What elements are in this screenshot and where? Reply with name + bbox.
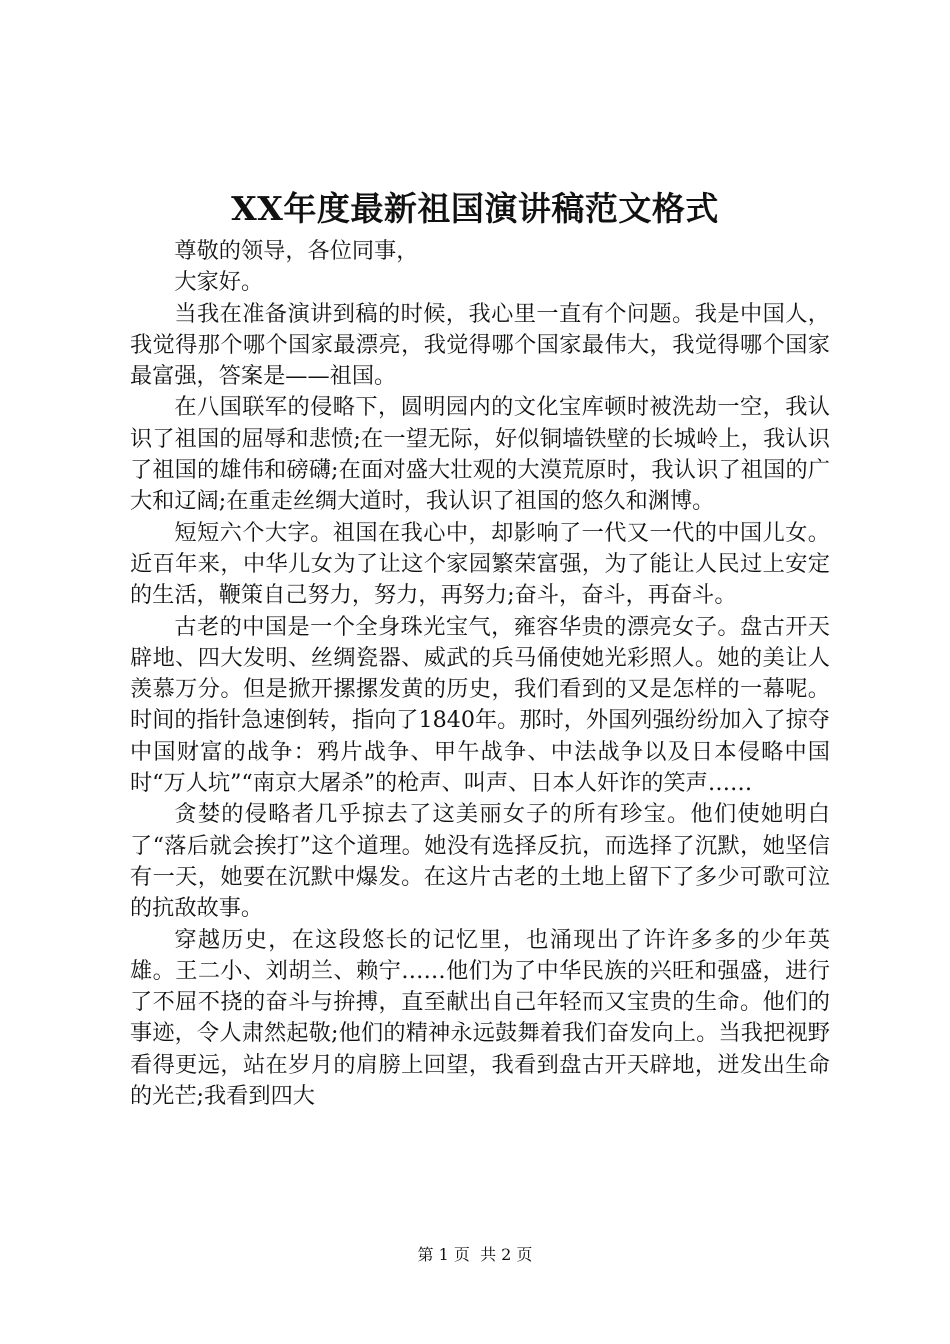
paragraph: 古老的中国是一个全身珠光宝气，雍容华贵的漂亮女子。盘古开天辟地、四大发明、丝绸瓷器、威武的兵马俑使她光彩照人。她的美让人羡慕万分。但是掀开摞摞发黄的历史，我们看到的又是怎样的一幕呢。时间的指针急速倒转，指向了1840年。那时，外国列强纷纷加入了掠夺中国财富的战争：鸦片战争、甲午战争、中法战争以及日本侵略中国时“万人坑”“南京大屠杀”的枪声、叫声、日本人奸诈的笑声…… (130, 613, 830, 797)
paragraph: 在八国联军的侵略下，圆明园内的文化宝库顿时被洗劫一空，我认识了祖国的屈辱和悲愤;在一望无际，好似铜墙铁壁的长城岭上，我认识了祖国的雄伟和磅礴;在面对盛大壮观的大漠荒原时，我认识了祖国的广大和辽阔;在重走丝绸大道时，我认识了祖国的悠久和渊博。 (130, 394, 830, 515)
paragraph-greeting: 大家好。 (174, 269, 264, 296)
page-total: 共 2 页 (480, 1245, 533, 1264)
paragraph: 短短六个大字。祖国在我心中，却影响了一代又一代的中国儿女。近百年来，中华儿女为了让这个家园繁荣富强，为了能让人民过上安定的生活，鞭策自己努力，努力，再努力;奋斗，奋斗，再奋斗。 (130, 519, 830, 609)
document-body (130, 236, 830, 1112)
paragraph-salutation: 尊敬的领导，各位同事， (174, 238, 419, 264)
footer-separator (470, 1245, 480, 1264)
document-title: XX年度最新祖国演讲稿范文格式 (231, 189, 719, 228)
paragraph: 当我在准备演讲到稿的时候，我心里一直有个问题。我是中国人，我觉得那个哪个国家最漂亮，我觉得哪个国家最伟大，我觉得哪个国家最富强，答案是——祖国。 (130, 300, 830, 390)
page-number: 第 1 页 (417, 1245, 470, 1264)
paragraph: 贪婪的侵略者几乎掠去了这美丽女子的所有珍宝。他们使她明白了“落后就会挨打”这个道理。她没有选择反抗，而选择了沉默，她坚信有一天，她要在沉默中爆发。在这片古老的土地上留下了多少可歌可泣的抗敌故事。 (130, 801, 830, 922)
paragraph: 穿越历史，在这段悠长的记忆里，也涌现出了许许多多的少年英雄。王二小、刘胡兰、赖宁……他们为了中华民族的兴旺和强盛，进行了不屈不挠的奋斗与拚搏，直至献出自己年轻而又宝贵的生命。他们的事迹，令人肃然起敬;他们的精神永远鼓舞着我们奋发向上。当我把视野看得更远，站在岁月的肩膀上回望，我看到盘古开天辟地，迸发出生命的光芒;我看到四大 (130, 926, 830, 1110)
page-footer (0, 1244, 950, 1266)
